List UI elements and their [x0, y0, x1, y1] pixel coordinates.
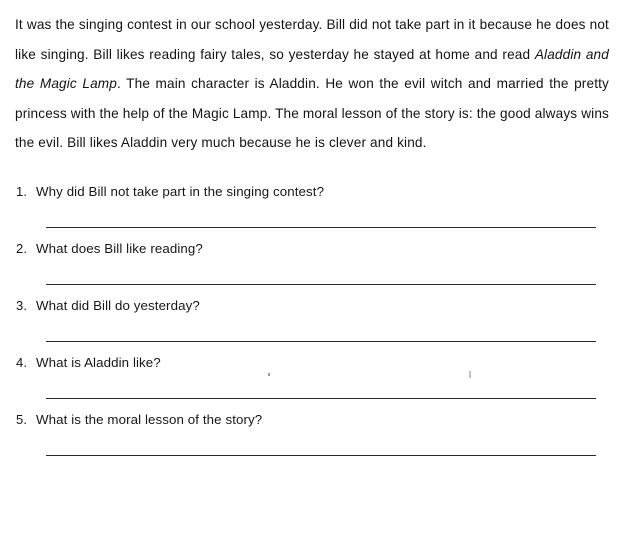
question-number: 4. [16, 354, 28, 370]
question-item-1 [14, 184, 613, 228]
scan-artifact-speck [268, 373, 270, 376]
question-number: 1. [16, 183, 28, 199]
question-item-3 [14, 298, 613, 342]
question-item-2 [14, 241, 613, 285]
question-item-5 [14, 412, 613, 456]
question-text: Why did Bill not take part in the singing contest? [36, 183, 325, 199]
question-number: 5. [16, 411, 28, 427]
passage-book-title: Aladdin and the Magic Lamp [15, 46, 609, 91]
question-text: What is Aladdin like? [36, 354, 161, 370]
question-row [14, 298, 613, 313]
passage-text-part2: . The main character is Aladdin. He won the evil witch and married the pretty princess with the help of the Magic Lamp. The moral lesson of the story is: the good always wins the evil. Bill likes Aladdin very much because he is clever and kind. [15, 76, 609, 150]
reading-passage [14, 10, 613, 158]
question-text: What did Bill do yesterday? [36, 297, 200, 313]
question-number: 2. [16, 240, 28, 256]
answer-line-3[interactable] [14, 320, 613, 342]
answer-line-5[interactable] [14, 434, 613, 456]
question-row [14, 184, 613, 199]
question-row [14, 355, 613, 370]
scan-artifact-speck [469, 371, 471, 378]
answer-line-1[interactable] [14, 206, 613, 228]
question-text: What does Bill like reading? [36, 240, 203, 256]
question-row [14, 241, 613, 256]
question-list [14, 184, 613, 456]
answer-line-2[interactable] [14, 263, 613, 285]
question-number: 3. [16, 297, 28, 313]
question-row [14, 412, 613, 427]
question-text: What is the moral lesson of the story? [36, 411, 263, 427]
answer-line-4[interactable] [14, 377, 613, 399]
question-item-4 [14, 355, 613, 399]
passage-text-part1: It was the singing contest in our school yesterday. Bill did not take part in it because he does not like singing. Bill likes reading fairy tales, so yesterday he stayed at home and read [15, 17, 609, 62]
